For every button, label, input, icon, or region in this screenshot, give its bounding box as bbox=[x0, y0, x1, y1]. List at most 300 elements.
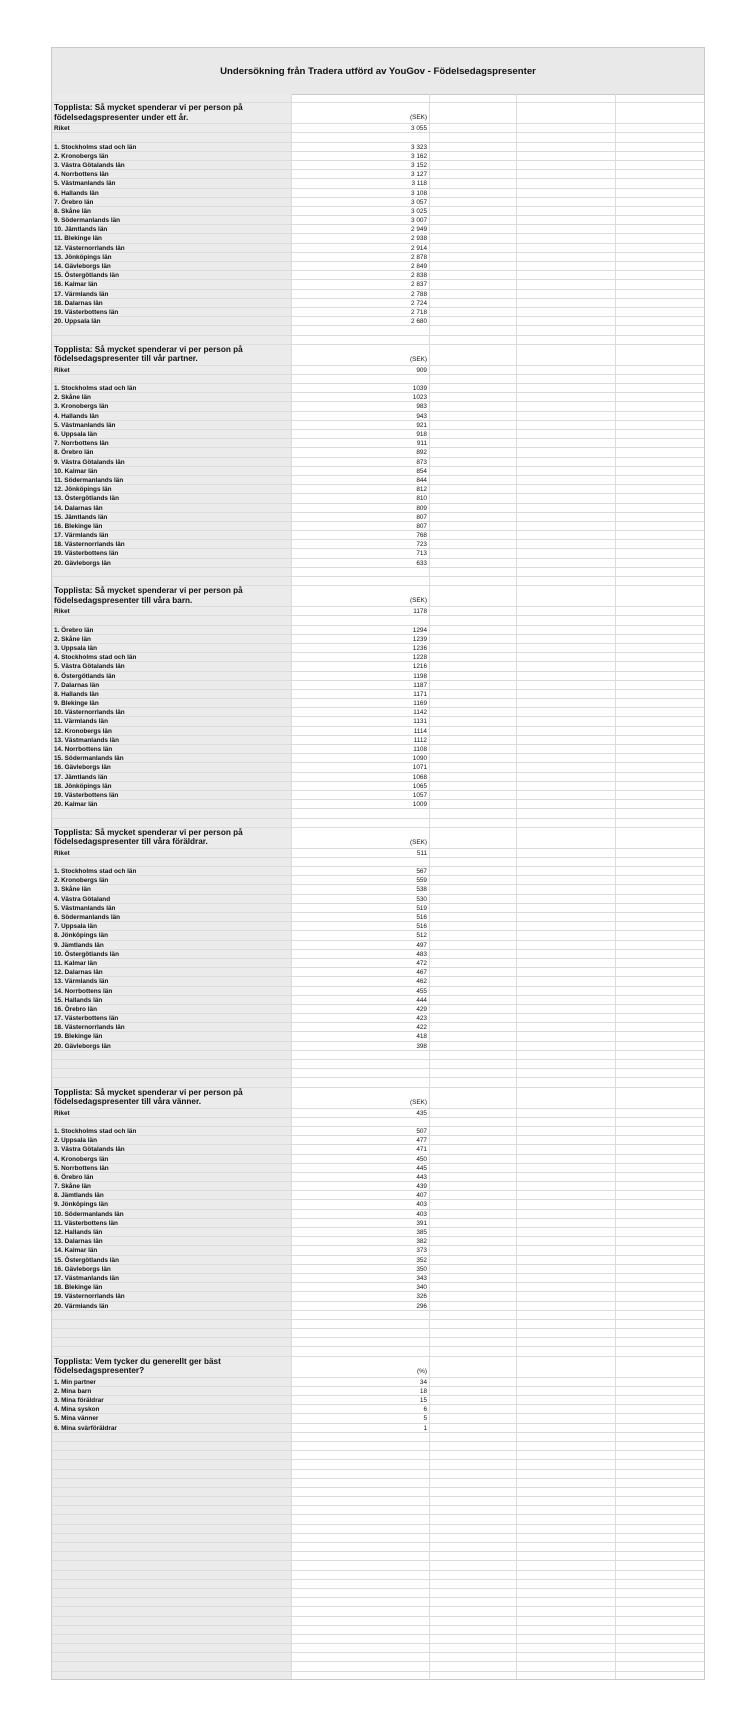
cell-col-1[interactable] bbox=[52, 607, 292, 615]
cell-col-1[interactable] bbox=[52, 198, 292, 206]
cell-col-5[interactable] bbox=[616, 1127, 705, 1135]
cell-col-3[interactable] bbox=[430, 1357, 517, 1377]
cell-col-4[interactable] bbox=[517, 336, 616, 344]
cell-col-3[interactable] bbox=[430, 690, 517, 698]
cell-col-2[interactable] bbox=[292, 1311, 430, 1319]
cell-col-1[interactable] bbox=[52, 1470, 292, 1478]
cell-col-4[interactable] bbox=[517, 1378, 616, 1386]
cell-col-5[interactable] bbox=[616, 439, 705, 447]
cell-col-2[interactable] bbox=[292, 885, 430, 893]
cell-col-2[interactable] bbox=[292, 1644, 430, 1652]
cell-col-3[interactable] bbox=[430, 867, 517, 875]
cell-col-5[interactable] bbox=[616, 1607, 705, 1615]
cell-col-3[interactable] bbox=[430, 412, 517, 420]
cell-col-2[interactable] bbox=[292, 234, 430, 242]
cell-col-5[interactable] bbox=[616, 1051, 705, 1059]
cell-col-2[interactable] bbox=[292, 904, 430, 912]
cell-col-1[interactable] bbox=[52, 421, 292, 429]
cell-col-1[interactable] bbox=[52, 754, 292, 762]
cell-col-4[interactable] bbox=[517, 1069, 616, 1077]
cell-col-4[interactable] bbox=[517, 1672, 616, 1680]
cell-col-4[interactable] bbox=[517, 1525, 616, 1533]
cell-col-4[interactable] bbox=[517, 1302, 616, 1310]
cell-col-1[interactable] bbox=[52, 1488, 292, 1496]
cell-col-3[interactable] bbox=[430, 133, 517, 141]
cell-col-2[interactable] bbox=[292, 384, 430, 392]
cell-col-4[interactable] bbox=[517, 568, 616, 576]
cell-col-2[interactable] bbox=[292, 1378, 430, 1386]
cell-col-2[interactable] bbox=[292, 1256, 430, 1264]
cell-col-2[interactable] bbox=[292, 1246, 430, 1254]
cell-col-3[interactable] bbox=[430, 568, 517, 576]
cell-col-5[interactable] bbox=[616, 1311, 705, 1319]
cell-col-2[interactable] bbox=[292, 635, 430, 643]
cell-col-1[interactable] bbox=[52, 672, 292, 680]
cell-col-1[interactable] bbox=[52, 430, 292, 438]
cell-col-4[interactable] bbox=[517, 1173, 616, 1181]
cell-col-1[interactable] bbox=[52, 867, 292, 875]
cell-col-5[interactable] bbox=[616, 922, 705, 930]
cell-col-3[interactable] bbox=[430, 1653, 517, 1661]
cell-col-1[interactable] bbox=[52, 1561, 292, 1569]
cell-col-3[interactable] bbox=[430, 1228, 517, 1236]
cell-col-4[interactable] bbox=[517, 244, 616, 252]
cell-col-2[interactable] bbox=[292, 225, 430, 233]
cell-col-2[interactable] bbox=[292, 207, 430, 215]
cell-col-1[interactable] bbox=[52, 467, 292, 475]
cell-col-5[interactable] bbox=[616, 402, 705, 410]
cell-col-2[interactable] bbox=[292, 959, 430, 967]
cell-col-5[interactable] bbox=[616, 225, 705, 233]
cell-col-5[interactable] bbox=[616, 895, 705, 903]
cell-col-4[interactable] bbox=[517, 717, 616, 725]
cell-col-1[interactable] bbox=[52, 763, 292, 771]
cell-col-5[interactable] bbox=[616, 1274, 705, 1282]
cell-col-4[interactable] bbox=[517, 1571, 616, 1579]
cell-col-1[interactable] bbox=[52, 1219, 292, 1227]
cell-col-1[interactable] bbox=[52, 1552, 292, 1560]
cell-col-5[interactable] bbox=[616, 931, 705, 939]
cell-col-5[interactable] bbox=[616, 1329, 705, 1337]
cell-col-2[interactable] bbox=[292, 179, 430, 187]
cell-col-1[interactable] bbox=[52, 1200, 292, 1208]
cell-col-4[interactable] bbox=[517, 271, 616, 279]
cell-col-3[interactable] bbox=[430, 439, 517, 447]
cell-col-2[interactable] bbox=[292, 876, 430, 884]
cell-col-3[interactable] bbox=[430, 626, 517, 634]
cell-col-3[interactable] bbox=[430, 1118, 517, 1126]
cell-col-2[interactable] bbox=[292, 1292, 430, 1300]
cell-col-5[interactable] bbox=[616, 968, 705, 976]
cell-col-3[interactable] bbox=[430, 207, 517, 215]
cell-col-3[interactable] bbox=[430, 384, 517, 392]
cell-col-3[interactable] bbox=[430, 653, 517, 661]
cell-col-3[interactable] bbox=[430, 1200, 517, 1208]
cell-col-1[interactable] bbox=[52, 1023, 292, 1031]
cell-col-3[interactable] bbox=[430, 504, 517, 512]
cell-col-4[interactable] bbox=[517, 1534, 616, 1542]
cell-col-1[interactable] bbox=[52, 384, 292, 392]
cell-col-1[interactable] bbox=[52, 1302, 292, 1310]
cell-col-4[interactable] bbox=[517, 216, 616, 224]
cell-col-3[interactable] bbox=[430, 1405, 517, 1413]
cell-col-2[interactable] bbox=[292, 858, 430, 866]
cell-col-3[interactable] bbox=[430, 94, 517, 102]
cell-col-2[interactable] bbox=[292, 1626, 430, 1634]
cell-col-5[interactable] bbox=[616, 384, 705, 392]
cell-col-3[interactable] bbox=[430, 1329, 517, 1337]
cell-col-5[interactable] bbox=[616, 996, 705, 1004]
cell-col-1[interactable] bbox=[52, 103, 292, 123]
cell-col-2[interactable] bbox=[292, 1479, 430, 1487]
cell-col-1[interactable] bbox=[52, 1210, 292, 1218]
cell-col-1[interactable] bbox=[52, 577, 292, 585]
cell-col-3[interactable] bbox=[430, 375, 517, 383]
cell-col-1[interactable] bbox=[52, 1173, 292, 1181]
cell-col-2[interactable] bbox=[292, 800, 430, 808]
cell-col-4[interactable] bbox=[517, 1635, 616, 1643]
cell-col-1[interactable] bbox=[52, 876, 292, 884]
cell-col-1[interactable] bbox=[52, 290, 292, 298]
cell-col-3[interactable] bbox=[430, 1338, 517, 1346]
cell-col-4[interactable] bbox=[517, 1552, 616, 1560]
cell-col-4[interactable] bbox=[517, 504, 616, 512]
cell-col-5[interactable] bbox=[616, 336, 705, 344]
cell-col-1[interactable] bbox=[52, 540, 292, 548]
cell-col-4[interactable] bbox=[517, 849, 616, 857]
cell-col-2[interactable] bbox=[292, 1078, 430, 1086]
cell-col-5[interactable] bbox=[616, 1534, 705, 1542]
cell-col-3[interactable] bbox=[430, 809, 517, 817]
cell-col-1[interactable] bbox=[52, 1060, 292, 1068]
cell-col-2[interactable] bbox=[292, 1088, 430, 1108]
cell-col-1[interactable] bbox=[52, 959, 292, 967]
cell-col-2[interactable] bbox=[292, 1607, 430, 1615]
cell-col-2[interactable] bbox=[292, 616, 430, 624]
cell-col-4[interactable] bbox=[517, 653, 616, 661]
cell-col-5[interactable] bbox=[616, 345, 705, 365]
cell-col-1[interactable] bbox=[52, 849, 292, 857]
cell-col-5[interactable] bbox=[616, 1405, 705, 1413]
cell-col-1[interactable] bbox=[52, 458, 292, 466]
cell-col-1[interactable] bbox=[52, 216, 292, 224]
cell-col-1[interactable] bbox=[52, 922, 292, 930]
cell-col-4[interactable] bbox=[517, 430, 616, 438]
cell-col-3[interactable] bbox=[430, 1265, 517, 1273]
cell-col-5[interactable] bbox=[616, 1228, 705, 1236]
cell-col-3[interactable] bbox=[430, 1005, 517, 1013]
cell-col-3[interactable] bbox=[430, 1460, 517, 1468]
cell-col-3[interactable] bbox=[430, 1014, 517, 1022]
cell-col-5[interactable] bbox=[616, 559, 705, 567]
cell-col-3[interactable] bbox=[430, 1387, 517, 1395]
cell-col-3[interactable] bbox=[430, 586, 517, 606]
cell-col-4[interactable] bbox=[517, 1155, 616, 1163]
cell-col-2[interactable] bbox=[292, 662, 430, 670]
cell-col-5[interactable] bbox=[616, 280, 705, 288]
cell-col-4[interactable] bbox=[517, 1515, 616, 1523]
cell-col-3[interactable] bbox=[430, 782, 517, 790]
cell-col-3[interactable] bbox=[430, 968, 517, 976]
cell-col-2[interactable] bbox=[292, 1506, 430, 1514]
cell-col-1[interactable] bbox=[52, 280, 292, 288]
cell-col-2[interactable] bbox=[292, 1488, 430, 1496]
cell-col-3[interactable] bbox=[430, 904, 517, 912]
cell-col-3[interactable] bbox=[430, 280, 517, 288]
cell-col-2[interactable] bbox=[292, 402, 430, 410]
cell-col-5[interactable] bbox=[616, 1347, 705, 1355]
cell-col-5[interactable] bbox=[616, 94, 705, 102]
cell-col-4[interactable] bbox=[517, 819, 616, 827]
cell-col-1[interactable] bbox=[52, 1497, 292, 1505]
cell-col-4[interactable] bbox=[517, 1424, 616, 1432]
cell-col-1[interactable] bbox=[52, 941, 292, 949]
cell-col-5[interactable] bbox=[616, 290, 705, 298]
cell-col-2[interactable] bbox=[292, 1451, 430, 1459]
cell-col-2[interactable] bbox=[292, 828, 430, 848]
cell-col-1[interactable] bbox=[52, 568, 292, 576]
cell-col-4[interactable] bbox=[517, 1598, 616, 1606]
cell-col-3[interactable] bbox=[430, 607, 517, 615]
cell-col-3[interactable] bbox=[430, 941, 517, 949]
cell-col-4[interactable] bbox=[517, 607, 616, 615]
cell-col-5[interactable] bbox=[616, 504, 705, 512]
cell-col-3[interactable] bbox=[430, 1237, 517, 1245]
cell-col-2[interactable] bbox=[292, 987, 430, 995]
cell-col-1[interactable] bbox=[52, 1155, 292, 1163]
cell-col-4[interactable] bbox=[517, 345, 616, 365]
cell-col-1[interactable] bbox=[52, 904, 292, 912]
cell-col-5[interactable] bbox=[616, 1433, 705, 1441]
cell-col-1[interactable] bbox=[52, 662, 292, 670]
cell-col-2[interactable] bbox=[292, 326, 430, 334]
cell-col-2[interactable] bbox=[292, 1635, 430, 1643]
cell-col-4[interactable] bbox=[517, 828, 616, 848]
cell-col-1[interactable] bbox=[52, 1145, 292, 1153]
cell-col-5[interactable] bbox=[616, 1378, 705, 1386]
cell-col-4[interactable] bbox=[517, 885, 616, 893]
cell-col-3[interactable] bbox=[430, 913, 517, 921]
cell-col-5[interactable] bbox=[616, 1237, 705, 1245]
cell-col-4[interactable] bbox=[517, 1228, 616, 1236]
cell-col-5[interactable] bbox=[616, 1219, 705, 1227]
cell-col-3[interactable] bbox=[430, 299, 517, 307]
cell-col-4[interactable] bbox=[517, 170, 616, 178]
cell-col-2[interactable] bbox=[292, 244, 430, 252]
cell-col-4[interactable] bbox=[517, 745, 616, 753]
cell-col-5[interactable] bbox=[616, 1191, 705, 1199]
cell-col-3[interactable] bbox=[430, 754, 517, 762]
cell-col-1[interactable] bbox=[52, 977, 292, 985]
cell-col-5[interactable] bbox=[616, 736, 705, 744]
cell-col-5[interactable] bbox=[616, 950, 705, 958]
cell-col-3[interactable] bbox=[430, 216, 517, 224]
cell-col-3[interactable] bbox=[430, 345, 517, 365]
cell-col-5[interactable] bbox=[616, 1653, 705, 1661]
cell-col-5[interactable] bbox=[616, 1042, 705, 1050]
cell-col-5[interactable] bbox=[616, 1506, 705, 1514]
cell-col-4[interactable] bbox=[517, 1182, 616, 1190]
cell-col-2[interactable] bbox=[292, 1338, 430, 1346]
cell-col-2[interactable] bbox=[292, 430, 430, 438]
cell-col-4[interactable] bbox=[517, 800, 616, 808]
cell-col-2[interactable] bbox=[292, 1329, 430, 1337]
cell-col-3[interactable] bbox=[430, 1210, 517, 1218]
cell-col-3[interactable] bbox=[430, 1662, 517, 1670]
cell-col-5[interactable] bbox=[616, 161, 705, 169]
cell-col-3[interactable] bbox=[430, 800, 517, 808]
cell-col-4[interactable] bbox=[517, 513, 616, 521]
cell-col-3[interactable] bbox=[430, 189, 517, 197]
cell-col-3[interactable] bbox=[430, 244, 517, 252]
cell-col-3[interactable] bbox=[430, 1378, 517, 1386]
cell-col-1[interactable] bbox=[52, 635, 292, 643]
cell-col-2[interactable] bbox=[292, 586, 430, 606]
cell-col-2[interactable] bbox=[292, 1219, 430, 1227]
cell-col-1[interactable] bbox=[52, 393, 292, 401]
cell-col-2[interactable] bbox=[292, 809, 430, 817]
cell-col-2[interactable] bbox=[292, 1589, 430, 1597]
cell-col-4[interactable] bbox=[517, 522, 616, 530]
cell-col-5[interactable] bbox=[616, 754, 705, 762]
cell-col-5[interactable] bbox=[616, 1109, 705, 1117]
cell-col-3[interactable] bbox=[430, 717, 517, 725]
cell-col-2[interactable] bbox=[292, 467, 430, 475]
cell-col-3[interactable] bbox=[430, 290, 517, 298]
cell-col-4[interactable] bbox=[517, 690, 616, 698]
cell-col-2[interactable] bbox=[292, 1497, 430, 1505]
cell-col-3[interactable] bbox=[430, 540, 517, 548]
cell-col-1[interactable] bbox=[52, 1347, 292, 1355]
cell-col-4[interactable] bbox=[517, 1109, 616, 1117]
cell-col-4[interactable] bbox=[517, 1662, 616, 1670]
cell-col-5[interactable] bbox=[616, 819, 705, 827]
cell-col-2[interactable] bbox=[292, 1672, 430, 1680]
cell-col-2[interactable] bbox=[292, 1424, 430, 1432]
cell-col-3[interactable] bbox=[430, 143, 517, 151]
cell-col-1[interactable] bbox=[52, 152, 292, 160]
cell-col-1[interactable] bbox=[52, 244, 292, 252]
cell-col-3[interactable] bbox=[430, 745, 517, 753]
cell-col-5[interactable] bbox=[616, 586, 705, 606]
cell-col-4[interactable] bbox=[517, 1078, 616, 1086]
cell-col-2[interactable] bbox=[292, 308, 430, 316]
cell-col-1[interactable] bbox=[52, 234, 292, 242]
cell-col-2[interactable] bbox=[292, 366, 430, 374]
cell-col-3[interactable] bbox=[430, 1292, 517, 1300]
cell-col-3[interactable] bbox=[430, 198, 517, 206]
cell-col-3[interactable] bbox=[430, 1414, 517, 1422]
cell-col-5[interactable] bbox=[616, 1525, 705, 1533]
cell-col-5[interactable] bbox=[616, 262, 705, 270]
cell-col-5[interactable] bbox=[616, 103, 705, 123]
cell-col-3[interactable] bbox=[430, 485, 517, 493]
cell-col-1[interactable] bbox=[52, 476, 292, 484]
cell-col-5[interactable] bbox=[616, 690, 705, 698]
cell-col-1[interactable] bbox=[52, 1164, 292, 1172]
cell-col-2[interactable] bbox=[292, 1051, 430, 1059]
cell-col-3[interactable] bbox=[430, 170, 517, 178]
cell-col-1[interactable] bbox=[52, 690, 292, 698]
cell-col-2[interactable] bbox=[292, 1525, 430, 1533]
cell-col-4[interactable] bbox=[517, 1488, 616, 1496]
cell-col-1[interactable] bbox=[52, 819, 292, 827]
cell-col-5[interactable] bbox=[616, 1005, 705, 1013]
cell-col-5[interactable] bbox=[616, 326, 705, 334]
cell-col-2[interactable] bbox=[292, 1387, 430, 1395]
cell-col-5[interactable] bbox=[616, 568, 705, 576]
cell-col-3[interactable] bbox=[430, 681, 517, 689]
cell-col-1[interactable] bbox=[52, 987, 292, 995]
cell-col-1[interactable] bbox=[52, 1118, 292, 1126]
cell-col-3[interactable] bbox=[430, 1246, 517, 1254]
cell-col-5[interactable] bbox=[616, 876, 705, 884]
cell-col-4[interactable] bbox=[517, 987, 616, 995]
cell-col-5[interactable] bbox=[616, 1644, 705, 1652]
cell-col-3[interactable] bbox=[430, 1182, 517, 1190]
cell-col-1[interactable] bbox=[52, 402, 292, 410]
cell-col-5[interactable] bbox=[616, 800, 705, 808]
cell-col-4[interactable] bbox=[517, 773, 616, 781]
cell-col-2[interactable] bbox=[292, 791, 430, 799]
cell-col-5[interactable] bbox=[616, 1672, 705, 1680]
cell-col-5[interactable] bbox=[616, 198, 705, 206]
cell-col-4[interactable] bbox=[517, 1283, 616, 1291]
cell-col-4[interactable] bbox=[517, 421, 616, 429]
cell-col-3[interactable] bbox=[430, 1424, 517, 1432]
cell-col-5[interactable] bbox=[616, 849, 705, 857]
cell-col-1[interactable] bbox=[52, 745, 292, 753]
cell-col-3[interactable] bbox=[430, 234, 517, 242]
cell-col-1[interactable] bbox=[52, 626, 292, 634]
cell-col-2[interactable] bbox=[292, 1405, 430, 1413]
cell-col-4[interactable] bbox=[517, 384, 616, 392]
cell-col-4[interactable] bbox=[517, 1338, 616, 1346]
cell-col-2[interactable] bbox=[292, 644, 430, 652]
cell-col-4[interactable] bbox=[517, 1479, 616, 1487]
cell-col-2[interactable] bbox=[292, 941, 430, 949]
cell-col-4[interactable] bbox=[517, 179, 616, 187]
cell-col-5[interactable] bbox=[616, 124, 705, 132]
cell-col-5[interactable] bbox=[616, 1246, 705, 1254]
cell-col-2[interactable] bbox=[292, 672, 430, 680]
cell-col-1[interactable] bbox=[52, 996, 292, 1004]
cell-col-2[interactable] bbox=[292, 1265, 430, 1273]
cell-col-4[interactable] bbox=[517, 708, 616, 716]
cell-col-2[interactable] bbox=[292, 568, 430, 576]
cell-col-2[interactable] bbox=[292, 103, 430, 123]
cell-col-2[interactable] bbox=[292, 522, 430, 530]
cell-col-3[interactable] bbox=[430, 1191, 517, 1199]
cell-col-2[interactable] bbox=[292, 1237, 430, 1245]
cell-col-5[interactable] bbox=[616, 244, 705, 252]
cell-col-1[interactable] bbox=[52, 1078, 292, 1086]
cell-col-5[interactable] bbox=[616, 1265, 705, 1273]
cell-col-3[interactable] bbox=[430, 513, 517, 521]
cell-col-3[interactable] bbox=[430, 393, 517, 401]
cell-col-3[interactable] bbox=[430, 736, 517, 744]
cell-col-4[interactable] bbox=[517, 1005, 616, 1013]
cell-col-5[interactable] bbox=[616, 430, 705, 438]
cell-col-4[interactable] bbox=[517, 412, 616, 420]
cell-col-2[interactable] bbox=[292, 412, 430, 420]
cell-col-1[interactable] bbox=[52, 262, 292, 270]
cell-col-2[interactable] bbox=[292, 513, 430, 521]
cell-col-3[interactable] bbox=[430, 1127, 517, 1135]
cell-col-1[interactable] bbox=[52, 1051, 292, 1059]
cell-col-1[interactable] bbox=[52, 170, 292, 178]
cell-col-3[interactable] bbox=[430, 1311, 517, 1319]
